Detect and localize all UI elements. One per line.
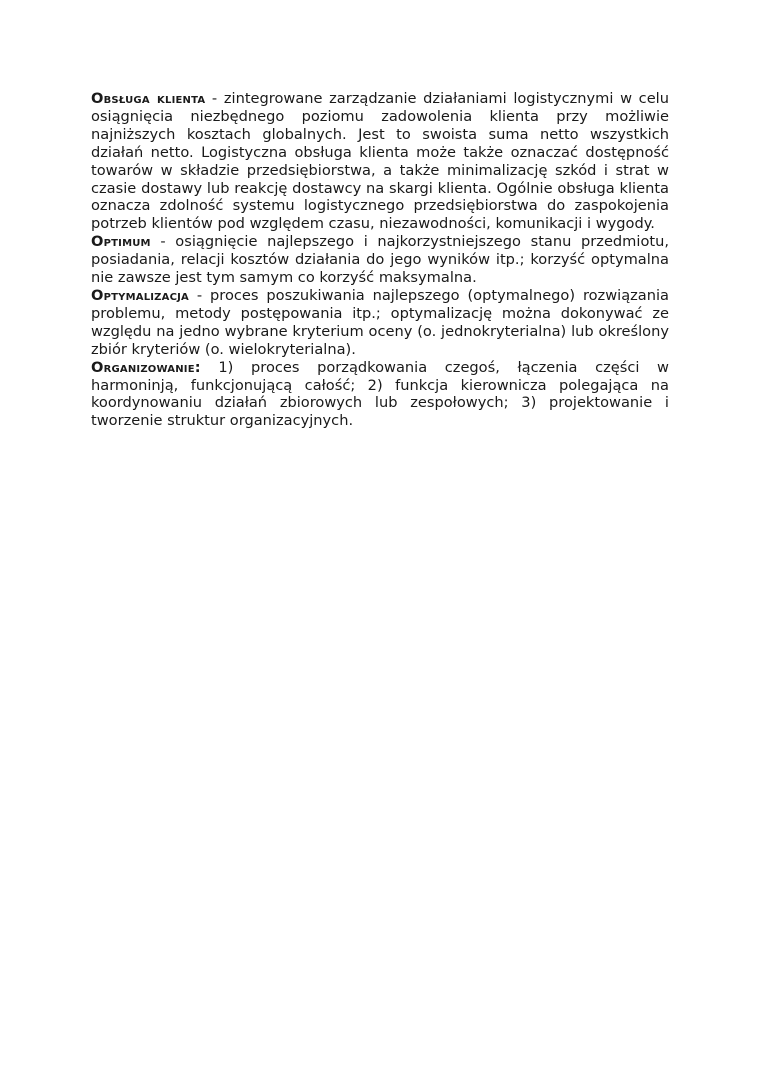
glossary-entry-obsluga-klienta bbox=[91, 90, 669, 233]
glossary-term: Obsługa klienta bbox=[91, 90, 206, 107]
glossary-term: Optimum bbox=[91, 233, 151, 251]
glossary-definition: - zintegrowane zarządzanie działaniami logistycznymi w celu osiągnięcia niezbędnego poziomu zadowolenia klienta przy możliwie najniższych kosztach globalnych. Jest to swoista suma netto wszystkich działań netto. Logistyczna obsługa klienta może także oznaczać dostępność towarów w składzie przedsiębiorstwa, a także minimalizację szkód i strat w czasie dostawy lub reakcję dostawcy na skargi klienta. Ogólnie obsługa klienta oznacza zdolność systemu logistycznego przedsiębiorstwa do zaspokojenia potrzeb klientów pod względem czasu, niezawodności, komunikacji i wygody. bbox=[91, 90, 669, 233]
document-page bbox=[91, 90, 669, 430]
glossary-entry-organizowanie bbox=[91, 359, 669, 431]
glossary-term: Organizowanie: bbox=[91, 358, 201, 376]
glossary-definition: - osiągnięcie najlepszego i najkorzystniejszego stanu przedmiotu, posiadania, relacji kosztów działania do jego wyników itp.; korzyść optymalna nie zawsze jest tym samym co korzyść maksymalna. bbox=[91, 233, 669, 287]
glossary-entry-optymalizacja bbox=[91, 287, 669, 359]
glossary-term: Optymalizacja bbox=[91, 286, 189, 304]
glossary-definition: - proces poszukiwania najlepszego (optymalnego) rozwiązania problemu, metody postępowania itp.; optymalizację można dokonywać ze względu na jedno wybrane kryterium oceny (o. jednokryterialna) lub określony zbiór kryteriów (o. wielokryterialna). bbox=[91, 286, 669, 358]
glossary-definition: 1) proces porządkowania czegoś, łączenia części w harmoninją, funkcjonującą całość; 2) funkcja kierownicza polegająca na koordynowaniu działań zbiorowych lub zespołowych; 3) projektowanie i tworzenie struktur organizacyjnych. bbox=[91, 358, 669, 430]
glossary-entry-optimum bbox=[91, 233, 669, 287]
